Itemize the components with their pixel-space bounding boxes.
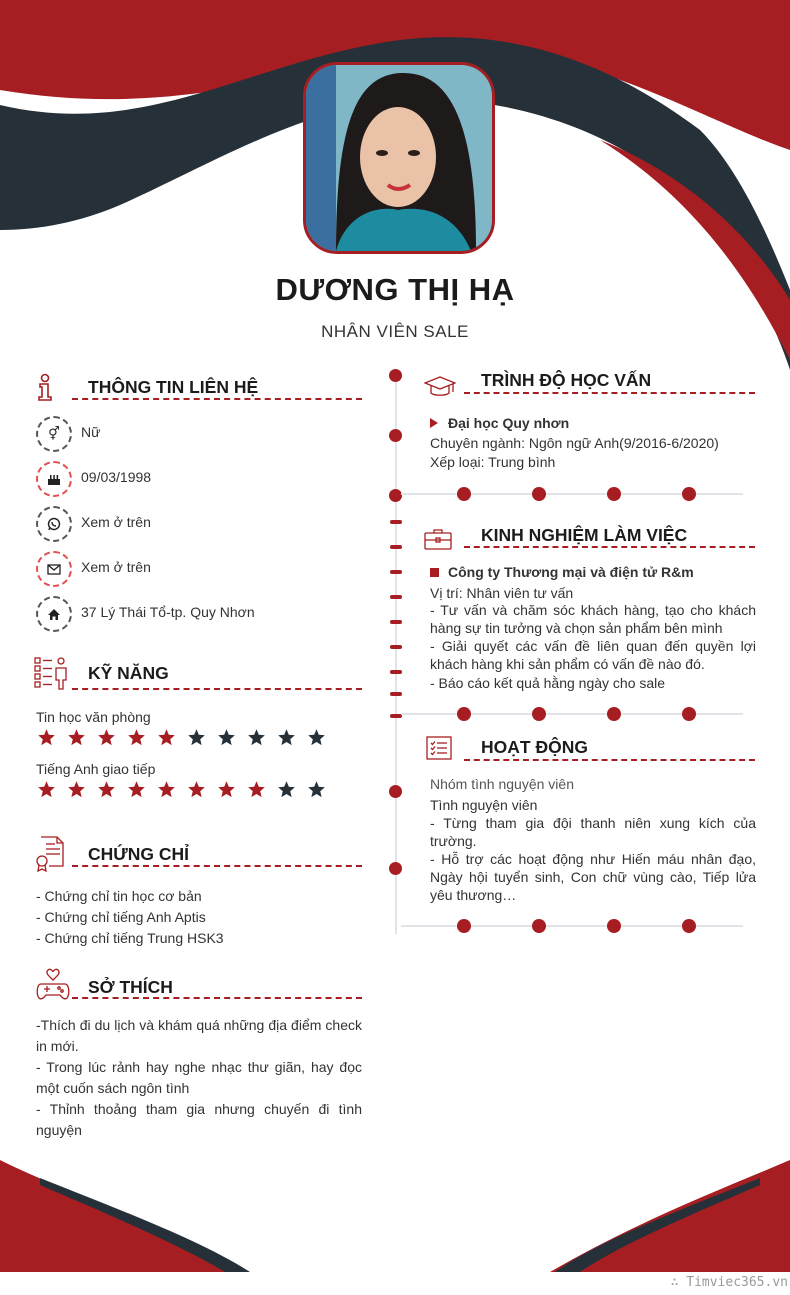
star-filled-icon — [157, 780, 176, 799]
activity-role: Tình nguyện viên — [430, 797, 538, 813]
timeline-dash — [390, 620, 402, 624]
timeline-dot — [389, 489, 402, 502]
experience-divider — [464, 546, 755, 548]
activities-divider — [464, 759, 755, 761]
activity-list-icon — [426, 736, 452, 760]
experience-duty: - Giải quyết các vấn đề liên quan đến quyền lợi khách hàng khi sản phẩm có vấn đề nào đó. — [430, 638, 756, 672]
separator-dot — [607, 707, 621, 721]
separator-dot — [457, 707, 471, 721]
hobbies-heading: SỞ THÍCH — [88, 977, 173, 997]
certificate-item: - Chứng chỉ tin học cơ bản — [36, 888, 202, 904]
separator-dot — [607, 487, 621, 501]
star-filled-icon — [37, 780, 56, 799]
skill-rating-stars — [37, 780, 326, 799]
experience-heading: KINH NGHIỆM LÀM VIỆC — [481, 525, 688, 545]
star-empty-icon — [277, 728, 296, 747]
graduation-cap-icon — [424, 375, 456, 401]
timeline-dash — [390, 670, 402, 674]
hobby-item: - Thỉnh thoảng tham gia nhưng chuyến đi tình nguyện — [36, 1101, 362, 1138]
contact-email: Xem ở trên — [81, 559, 151, 575]
activity-item: - Từng tham gia đội thanh niên xung kích của trường. — [430, 815, 756, 849]
star-filled-icon — [37, 728, 56, 747]
star-empty-icon — [277, 780, 296, 799]
profile-photo — [303, 62, 495, 254]
separator-dot — [682, 487, 696, 501]
timeline-dash — [390, 595, 402, 599]
envelope-icon — [36, 551, 72, 587]
separator-dot — [532, 919, 546, 933]
timeline-line — [395, 372, 397, 934]
experience-position: Vị trí: Nhân viên tư vấn — [430, 585, 574, 601]
candidate-title: NHÂN VIÊN SALE — [321, 322, 469, 341]
skills-divider — [72, 688, 362, 690]
star-empty-icon — [247, 728, 266, 747]
activity-item: - Hỗ trợ các hoạt động như Hiến máu nhân đạo, Ngày hội tuyển sinh, Con chữ vùng cào, Tiếp lửa yêu thương… — [430, 851, 756, 903]
star-filled-icon — [127, 780, 146, 799]
certificate-item: - Chứng chỉ tiếng Anh Aptis — [36, 909, 206, 925]
star-empty-icon — [307, 728, 326, 747]
timeline-dash — [390, 545, 402, 549]
experience-company: Công ty Thương mại và điện tử R&m — [430, 563, 694, 581]
briefcase-icon — [424, 528, 452, 550]
activities-heading: HOẠT ĐỘNG — [481, 737, 588, 757]
home-icon — [36, 596, 72, 632]
experience-duty: - Báo cáo kết quả hằng ngày cho sale — [430, 675, 666, 691]
hobby-item: - Trong lúc rảnh hay nghe nhạc thư giãn, hay đọc một cuốn sách ngôn tình — [36, 1059, 362, 1096]
education-divider — [464, 392, 755, 394]
education-school: Đại học Quy nhơn — [430, 414, 569, 432]
contact-divider — [72, 398, 362, 400]
timeline-dot — [389, 369, 402, 382]
skills-heading: KỸ NĂNG — [88, 663, 169, 683]
certificates-heading: CHỨNG CHỈ — [88, 844, 190, 864]
separator-dot — [682, 919, 696, 933]
star-filled-icon — [187, 780, 206, 799]
star-empty-icon — [187, 728, 206, 747]
candidate-name: DƯƠNG THỊ HẠ — [275, 272, 515, 307]
star-filled-icon — [127, 728, 146, 747]
education-rank: Xếp loại: Trung bình — [430, 454, 556, 470]
skills-checklist-icon — [34, 656, 68, 690]
activity-group: Nhóm tình nguyện viên — [430, 776, 574, 792]
timeline-dash — [390, 570, 402, 574]
education-heading: TRÌNH ĐỘ HỌC VẤN — [481, 370, 652, 390]
timeline-dot — [389, 862, 402, 875]
contact-gender: Nữ — [81, 424, 101, 440]
star-filled-icon — [157, 728, 176, 747]
certificate-icon — [35, 836, 65, 872]
separator-dot — [532, 487, 546, 501]
skill-name: Tin học văn phòng — [36, 709, 151, 725]
gender-icon: ⚥ — [36, 416, 72, 452]
experience-duty: - Tư vấn và chăm sóc khách hàng, tạo cho khách hàng sự tin tưởng và chọn sản phẩm bên mình — [430, 602, 756, 636]
education-major: Chuyên ngành: Ngôn ngữ Anh(9/2016-6/2020) — [430, 435, 719, 451]
hobbies-divider — [72, 997, 362, 999]
star-filled-icon — [247, 780, 266, 799]
separator-dot — [532, 707, 546, 721]
timeline-dot — [389, 785, 402, 798]
timeline-dash — [390, 520, 402, 524]
skill-name: Tiếng Anh giao tiếp — [36, 761, 156, 777]
contact-birthday: 09/03/1998 — [81, 469, 152, 485]
timeline-dash — [390, 692, 402, 696]
star-filled-icon — [97, 780, 116, 799]
info-icon — [34, 373, 56, 401]
star-filled-icon — [217, 780, 236, 799]
star-filled-icon — [97, 728, 116, 747]
whatsapp-icon — [36, 506, 72, 542]
contact-phone: Xem ở trên — [81, 514, 151, 530]
separator-dot — [607, 919, 621, 933]
timeline-dash — [390, 645, 402, 649]
star-filled-icon — [67, 728, 86, 747]
contact-heading: THÔNG TIN LIÊN HỆ — [88, 377, 259, 397]
star-empty-icon — [307, 780, 326, 799]
gamepad-heart-icon — [35, 968, 71, 1000]
separator-dot — [457, 919, 471, 933]
star-empty-icon — [217, 728, 236, 747]
hobby-item: -Thích đi du lịch và khám quá những địa điểm check in mới. — [36, 1017, 362, 1054]
star-filled-icon — [67, 780, 86, 799]
site-watermark: ∴ Timviec365.vn — [670, 1275, 788, 1290]
certificates-divider — [72, 865, 362, 867]
birthday-cake-icon — [36, 461, 72, 497]
separator-dot — [682, 707, 696, 721]
separator-dot — [457, 487, 471, 501]
timeline-dot — [389, 429, 402, 442]
certificate-item: - Chứng chỉ tiếng Trung HSK3 — [36, 930, 224, 946]
skill-rating-stars — [37, 728, 326, 747]
contact-address: 37 Lý Thái Tổ-tp. Quy Nhơn — [81, 604, 255, 620]
